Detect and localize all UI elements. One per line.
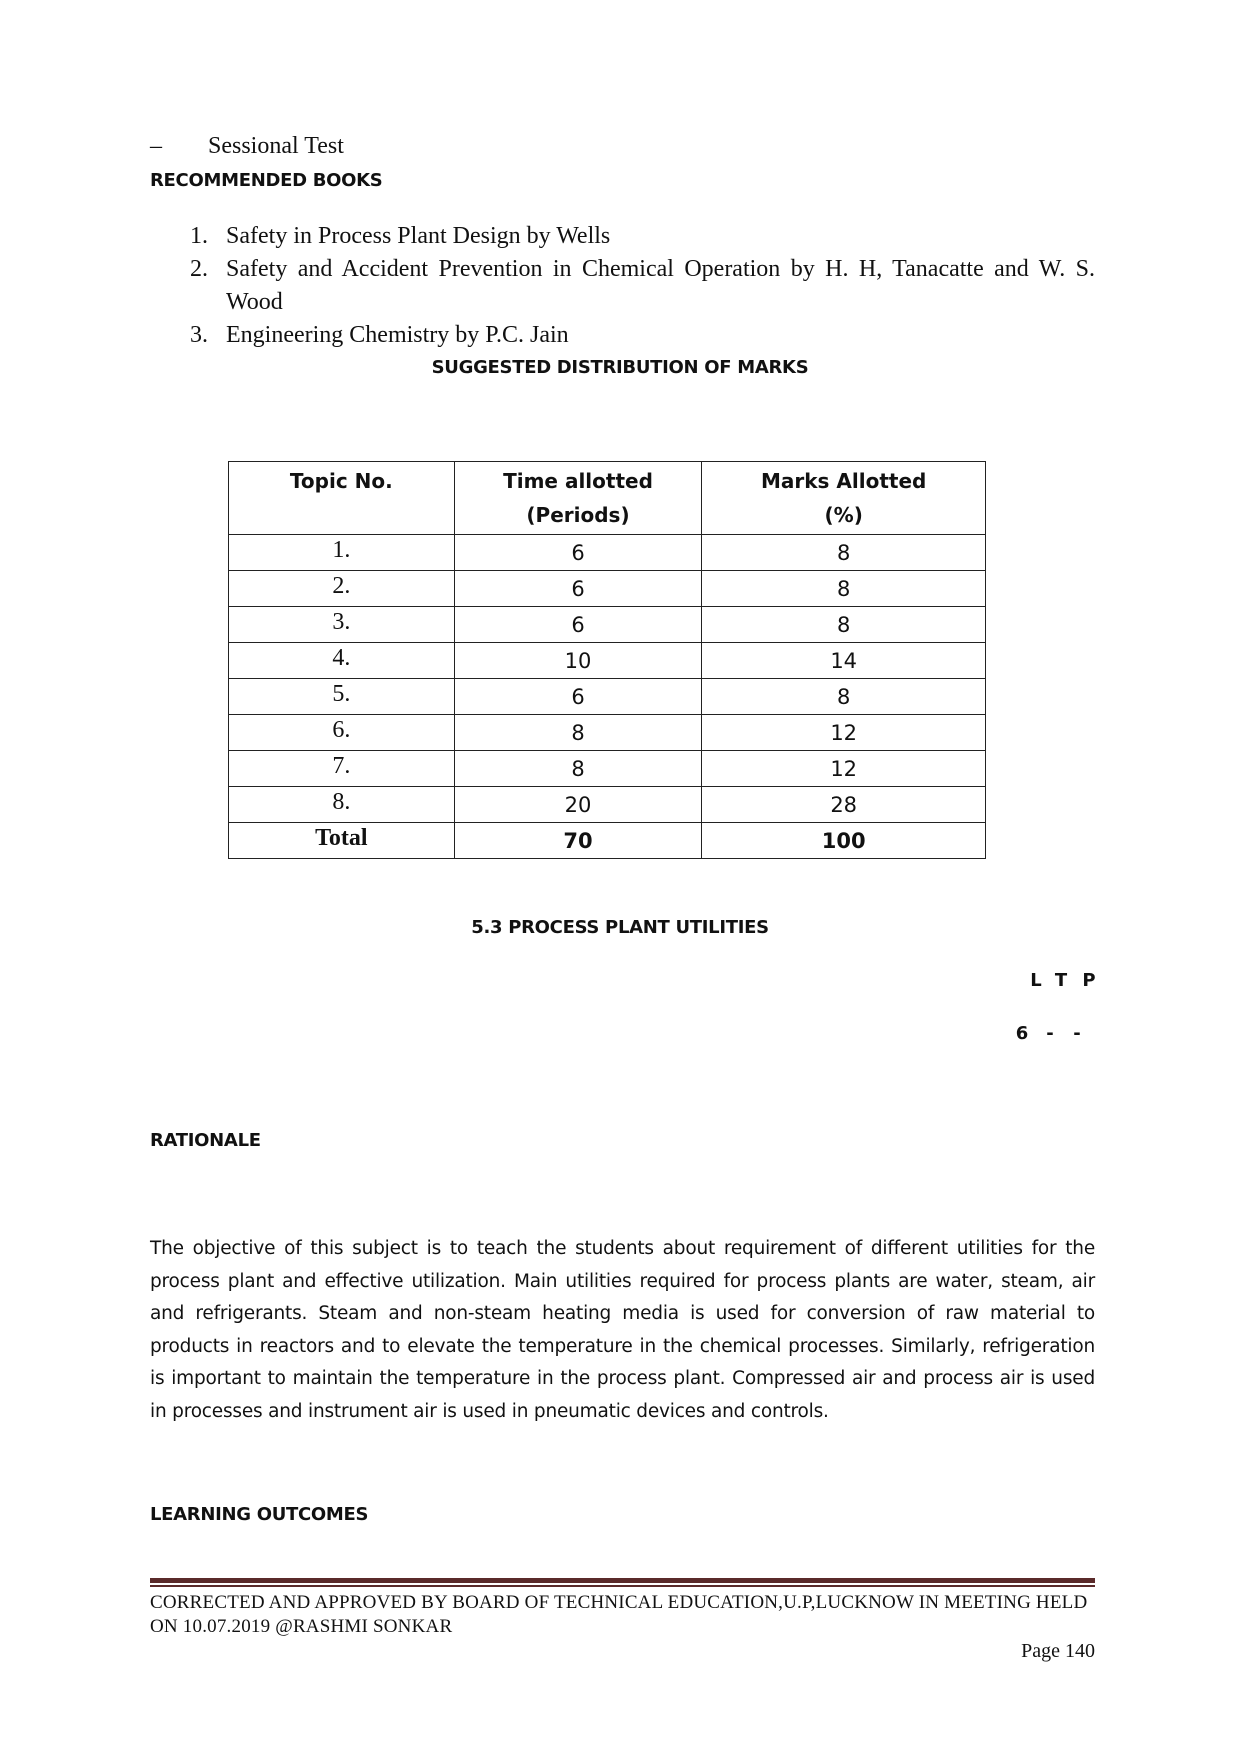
time-cell: 6 xyxy=(454,679,702,715)
topic-cell: 2. xyxy=(229,571,455,607)
list-dash: – xyxy=(150,133,162,159)
table-header-row xyxy=(229,462,986,535)
ltp-label-p: P xyxy=(1082,970,1096,991)
time-cell: 6 xyxy=(454,607,702,643)
marks-distribution-table xyxy=(228,461,986,859)
footer-line-1: CORRECTED AND APPROVED BY BOARD OF TECHNICAL EDUCATION,U.P,LUCKNOW IN MEETING HELD xyxy=(150,1592,1088,1613)
recommended-books-list xyxy=(150,220,1095,352)
list-item xyxy=(150,253,1095,319)
footer-divider xyxy=(150,1578,1095,1583)
topic-cell: 4. xyxy=(229,643,455,679)
time-cell: 6 xyxy=(454,535,702,571)
ltp-label-l: L xyxy=(1030,970,1042,991)
list-item-text: Engineering Chemistry by P.C. Jain xyxy=(226,322,569,348)
table-row xyxy=(229,607,986,643)
total-label-cell: Total xyxy=(229,823,455,859)
total-marks-cell: 100 xyxy=(702,823,986,859)
footer-note xyxy=(150,1591,1095,1639)
topic-cell: 7. xyxy=(229,751,455,787)
ltp-label-t: T xyxy=(1054,970,1068,991)
time-cell: 8 xyxy=(454,751,702,787)
subject-title: 5.3 PROCESS PLANT UTILITIES xyxy=(471,917,769,938)
table-row xyxy=(229,715,986,751)
marks-cell: 8 xyxy=(702,607,986,643)
ltp-value-p: - xyxy=(1073,1023,1081,1044)
column-header-topic: Topic No. xyxy=(229,462,455,535)
time-cell: 10 xyxy=(454,643,702,679)
time-cell: 20 xyxy=(454,787,702,823)
footer-line-2: ON 10.07.2019 @RASHMI SONKAR xyxy=(150,1616,453,1637)
list-item-number: 1. xyxy=(190,223,208,249)
table-row xyxy=(229,571,986,607)
sessional-test-item xyxy=(150,133,344,160)
time-cell: 8 xyxy=(454,715,702,751)
ltp-labels xyxy=(1025,970,1103,991)
table-total-row xyxy=(229,823,986,859)
ltp-value-t: - xyxy=(1046,1023,1054,1044)
list-item-number: 2. xyxy=(190,256,208,282)
recommended-books-heading: RECOMMENDED BOOKS xyxy=(150,170,383,191)
topic-cell: 1. xyxy=(229,535,455,571)
list-item xyxy=(150,220,1095,253)
time-cell: 6 xyxy=(454,571,702,607)
table-row xyxy=(229,535,986,571)
topic-cell: 5. xyxy=(229,679,455,715)
marks-cell: 28 xyxy=(702,787,986,823)
table-row xyxy=(229,643,986,679)
learning-outcomes-heading: LEARNING OUTCOMES xyxy=(150,1504,369,1525)
sessional-test-text: Sessional Test xyxy=(208,133,344,159)
topic-cell: 8. xyxy=(229,787,455,823)
list-item-text: Safety and Accident Prevention in Chemical Operation by H. H, Tanacatte and W. S. Wood xyxy=(226,256,1095,315)
column-header-marks: Marks Allotted (%) xyxy=(702,462,986,535)
list-item-number: 3. xyxy=(190,322,208,348)
list-item xyxy=(150,319,1095,352)
marks-cell: 8 xyxy=(702,535,986,571)
marks-cell: 8 xyxy=(702,679,986,715)
rationale-paragraph: The objective of this subject is to teach the students about requirement of different utilities for the process plant and effective utilization. Main utilities required for process plants are water, steam, air and refrigerants. Steam and non-steam heating media is used for conversion of raw material to products in reactors and to elevate the temperature in the chemical processes. Similarly, refrigeration is important to maintain the temperature in the process plant. Compressed air and process air is used in processes and instrument air is used in pneumatic devices and controls. xyxy=(150,1238,1095,1422)
rationale-heading: RATIONALE xyxy=(150,1130,261,1151)
ltp-value-l: 6 xyxy=(1015,1023,1029,1044)
column-header-time: Time allotted (Periods) xyxy=(454,462,702,535)
marks-cell: 12 xyxy=(702,715,986,751)
distribution-heading: SUGGESTED DISTRIBUTION OF MARKS xyxy=(431,357,809,378)
marks-cell: 8 xyxy=(702,571,986,607)
ltp-values xyxy=(1007,1023,1091,1044)
footer-divider-thin xyxy=(150,1585,1095,1587)
marks-cell: 14 xyxy=(702,643,986,679)
marks-cell: 12 xyxy=(702,751,986,787)
page-number: Page 140 xyxy=(1021,1640,1095,1662)
table-row xyxy=(229,679,986,715)
table-row xyxy=(229,751,986,787)
list-item-text: Safety in Process Plant Design by Wells xyxy=(226,223,611,249)
table-row xyxy=(229,787,986,823)
topic-cell: 6. xyxy=(229,715,455,751)
total-time-cell: 70 xyxy=(454,823,702,859)
topic-cell: 3. xyxy=(229,607,455,643)
